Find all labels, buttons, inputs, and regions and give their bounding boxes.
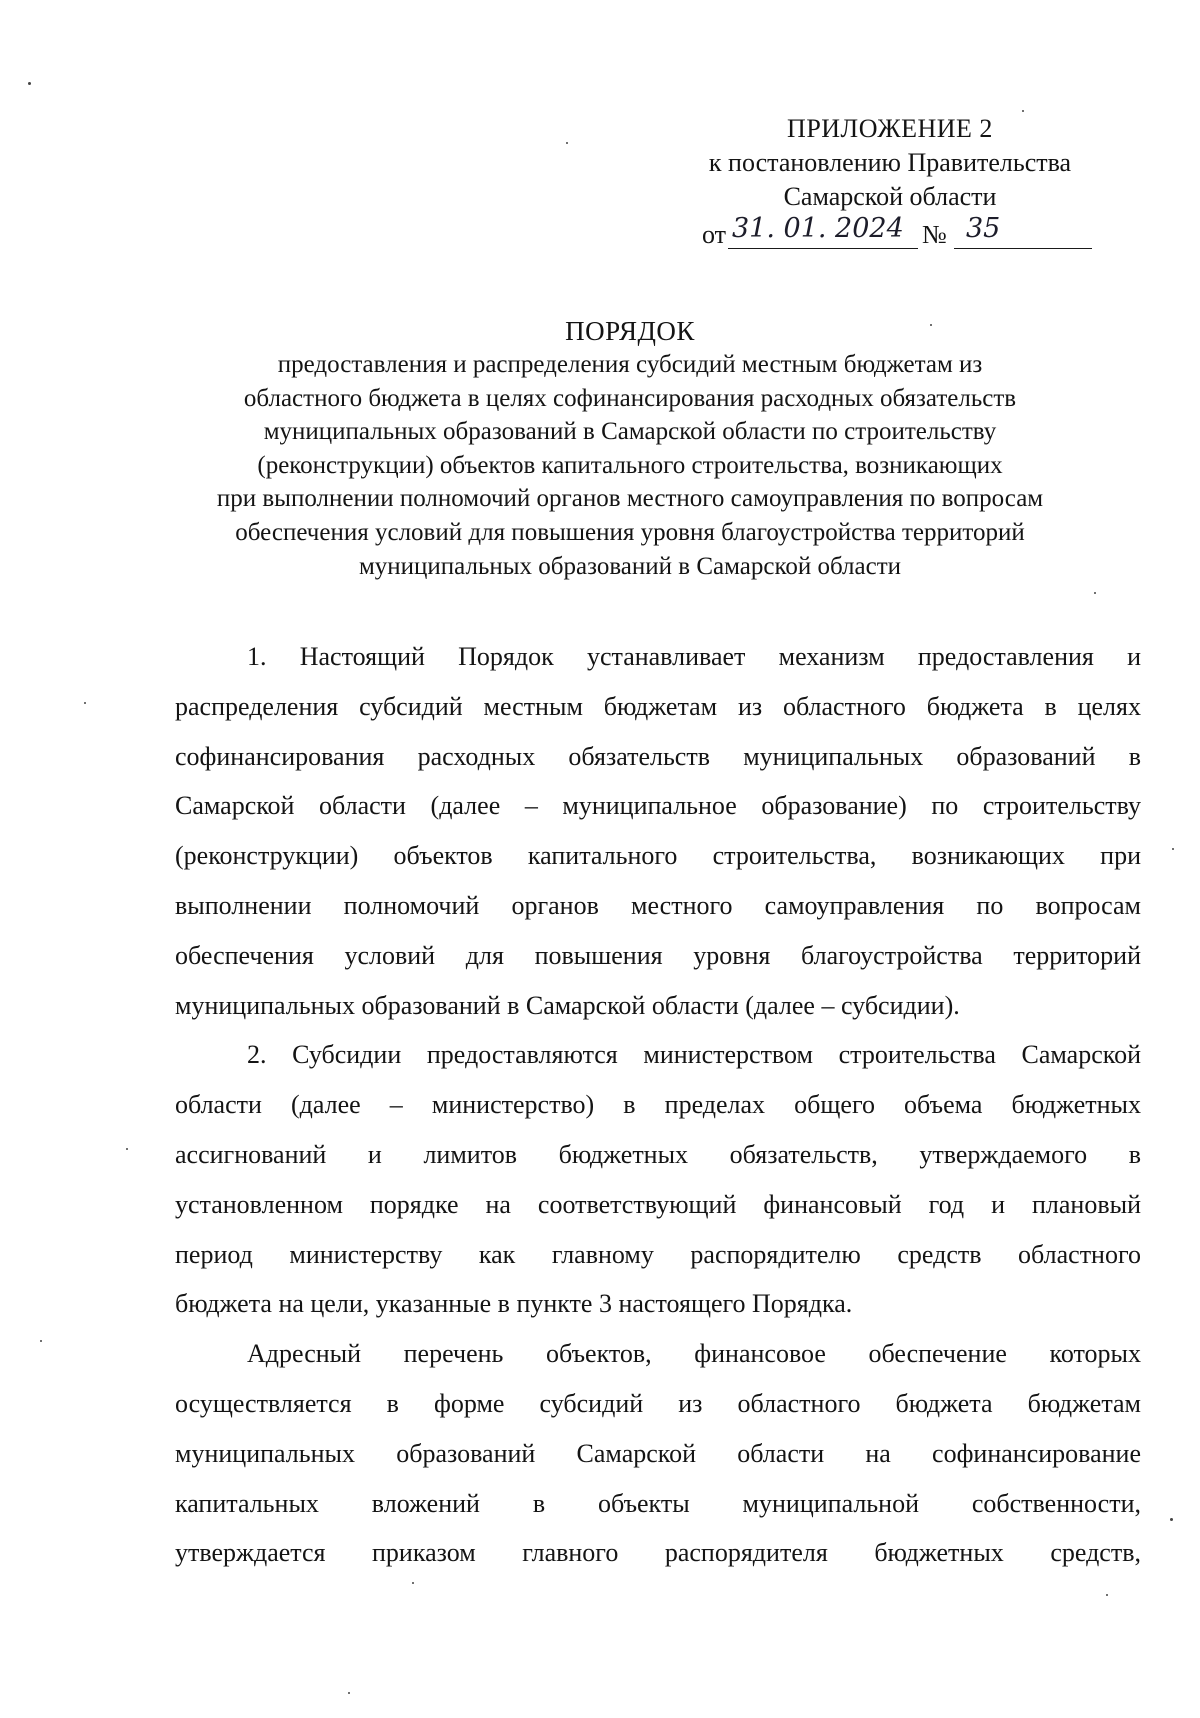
body-line: муниципальных образований Самарской области на софинансирование [175,1438,1141,1468]
region-name: Самарской области [783,182,997,211]
body-line: период министерству как главному распорядителю средств областного [175,1239,1141,1269]
appendix-number: ПРИЛОЖЕНИЕ 2 [787,114,993,143]
subtitle-line: (реконструкции) объектов капитального строительства, возникающих [257,451,1003,479]
body-line: области (далее – министерство) в пределах общего объема бюджетных [175,1090,1141,1120]
paragraph-2 [175,1030,1141,1329]
body-line: установленном порядке на соответствующий финансовый год и плановый [175,1189,1141,1219]
subtitle-line: предоставления и распределения субсидий местным бюджетам из [277,351,983,378]
scan-speck [566,142,568,144]
subtitle-line: муниципальных образований в Самарской области по строительству [263,418,997,446]
body-line: (реконструкции) объектов капитального строительства, возникающих при [175,841,1141,871]
body-line: бюджета на цели, указанные в пункте 3 настоящего Порядка. [175,1289,853,1319]
number-label: № [922,220,947,249]
scan-speck [126,1148,128,1150]
number-underline [954,248,1092,249]
scan-speck [930,324,932,326]
body-line: 1. Настоящий Порядок устанавливает механизм предоставления и [247,642,1141,671]
scan-speck [84,702,86,704]
body-line: осуществляется в форме субсидий из областного бюджета бюджетам [175,1388,1141,1418]
body-line: утверждается приказом главного распорядителя бюджетных средств, [175,1538,1141,1568]
scan-speck [1022,110,1024,112]
body-line: софинансирования расходных обязательств муниципальных образований в [175,741,1141,771]
body-line: обеспечения условий для повышения уровня благоустройства территорий [175,940,1141,970]
document-subtitle [150,348,1110,583]
decree-reference: к постановлению Правительства [708,148,1072,177]
body-line: Адресный перечень объектов, финансовое обеспечение которых [247,1339,1141,1369]
document-body [175,632,1141,1578]
subtitle-line: областного бюджета в целях софинансирования расходных обязательств [243,384,1017,412]
scan-speck [1106,1594,1108,1596]
handwritten-date: 31. 01. 2024 [732,213,904,244]
body-line: Самарской области (далее – муниципальное образование) по строительству [175,791,1141,821]
scan-speck [348,1692,350,1694]
scan-speck [28,82,31,85]
handwritten-number: 35 [966,213,1001,244]
body-line: муниципальных образований в Самарской области (далее – субсидии). [175,990,960,1020]
subtitle-line: при выполнении полномочий органов местного самоуправления по вопросам [216,485,1044,513]
from-label: от [702,220,727,249]
subtitle-line: муниципальных образований в Самарской области [358,552,902,580]
body-line: ассигнований и лимитов бюджетных обязательств, утверждаемого в [175,1139,1141,1169]
scan-speck [1170,1518,1173,1521]
paragraph-1 [175,632,1141,1030]
body-line: 2. Субсидии предоставляются министерством строительства Самарской [247,1040,1141,1070]
date-underline [728,248,918,249]
document-title: ПОРЯДОК [565,316,695,346]
scan-speck [412,1582,414,1584]
document-title-block [150,314,1110,583]
appendix-header [680,112,1100,214]
scan-speck [1094,592,1096,594]
subtitle-line: обеспечения условий для повышения уровня благоустройства территорий [235,518,1025,546]
decree-date-number-line [702,213,1092,252]
body-line: распределения субсидий местным бюджетам из областного бюджета в целях [175,691,1141,721]
body-line: капитальных вложений в объекты муниципальной собственности, [175,1488,1141,1518]
scan-speck [40,1340,42,1342]
body-line: выполнении полномочий органов местного самоуправления по вопросам [175,890,1141,920]
scan-speck [1172,848,1174,850]
paragraph-3 [175,1329,1141,1578]
